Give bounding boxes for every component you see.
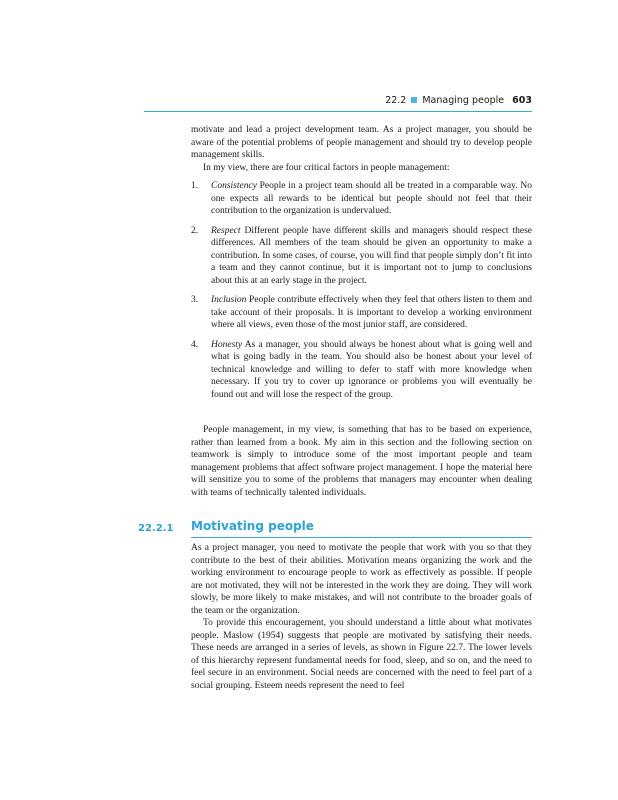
list-item-number: 3. [191, 295, 199, 305]
factors-list-block [191, 180, 532, 408]
list-item-text: As a manager, you should always be honest about what is going well and what is going badly in the team. You should also be honest about your level of technical knowledge and willing to defer to staff with more knowledge when necessary. If you try to cover up ignorance or problems you will eventually be found out and will lose the respect of the group. [211, 339, 532, 400]
intro-block [191, 124, 532, 174]
subsection-number: 22.2.1 [138, 523, 174, 534]
subsection-title: Motivating people [191, 519, 314, 533]
header-section-number: 22.2 [385, 95, 407, 106]
list-item [191, 225, 532, 288]
motivation-paragraph-2: To provide this encouragement, you should understand a little about what motivates people. Maslow (1954) suggests that people are motivated by satisfying their needs. These needs are arranged in a series of levels, as shown in Figure 22.7. The lower levels of this hierarchy represent fundamental needs for food, sleep, and so on, and the need to feel secure in an environment. Social needs are concerned with the need to feel part of a social grouping. Esteem needs represent the need to feel [191, 618, 532, 691]
factors-lead-in: In my view, there are four critical factors in people management: [203, 162, 450, 173]
header-section-title: Managing people [422, 95, 505, 106]
list-item-term: Honesty [211, 339, 243, 350]
list-item-text: People in a project team should all be treated in a comparable way. No one expects all rewards to be identical but people should not feel that their contribution to the organization is undervalued. [211, 181, 532, 216]
list-item-text: Different people have different skills and managers should respect these differences. All members of the team should be given an opportunity to make a contribution. In some cases, of course, you will find that people simply don’t fit into a team and they cannot continue, but it is important not to jump to conclusions about this at an early stage in the project. [211, 225, 532, 286]
motivation-paragraph-1: As a project manager, you need to motivate the people that work with you so that they contribute to the best of their abilities. Motivation means organizing the work and the working environment to encourage people to work as effectively as possible. If people are not motivated, they will not be interested in the work they are doing. They will work slowly, be more likely to make mistakes, and will not contribute to the broader goals of the team or the organization. [191, 543, 532, 616]
list-item [191, 339, 532, 402]
list-item-number: 1. [191, 181, 199, 191]
subsection-rule [191, 537, 532, 538]
header-square-icon [411, 97, 417, 103]
intro-paragraph: motivate and lead a project development team. As a project manager, you should be aware of the potential problems of people management and should try to develop people management skills. [191, 125, 532, 160]
motivation-block [191, 542, 532, 692]
list-item-term: Consistency [211, 181, 257, 191]
list-item-number: 2. [191, 225, 199, 236]
page-number: 603 [512, 95, 532, 106]
list-item [191, 180, 532, 218]
factors-list [191, 180, 532, 401]
header-rule [144, 111, 532, 112]
closing-block [191, 424, 532, 499]
list-item [191, 294, 532, 332]
list-item-number: 4. [191, 339, 199, 350]
list-item-term: Respect [211, 225, 241, 236]
closing-paragraph: People management, in my view, is something that has to be based on experience, rather than learned from a book. My aim in this section and the following section on teamwork is simply to introduce some of the most important people and team management problems that affect software project management. I hope the material here will sensitize you to some of the problems that managers may encounter when dealing with teams of technically talented individuals. [191, 425, 532, 498]
list-item-term: Inclusion [211, 295, 247, 305]
list-item-text: People contribute effectively when they feel that others listen to them and take account of their proposals. It is important to develop a working environment where all views, even those of the most junior staff, are considered. [211, 295, 532, 330]
running-header [200, 95, 532, 111]
